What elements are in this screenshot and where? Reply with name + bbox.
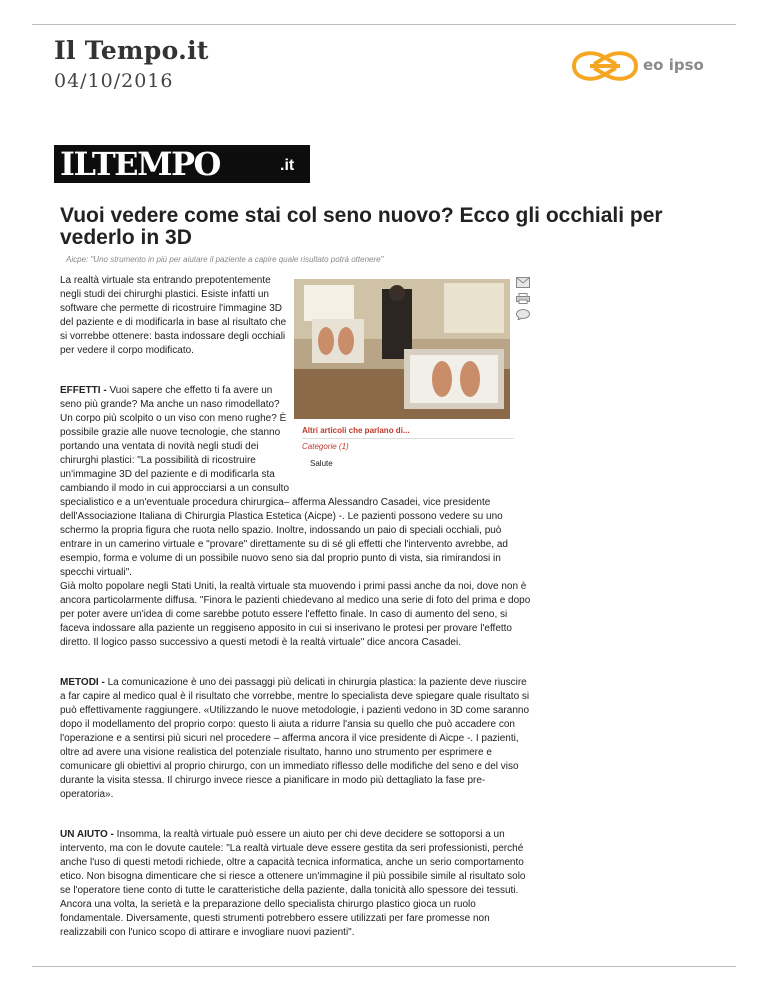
article-title: Vuoi vedere come stai col seno nuovo? Ecco gli occhiali per vederlo in 3D <box>60 204 663 249</box>
publication-date: 04/10/2016 <box>54 70 174 92</box>
article-intro: La realtà virtuale sta entrando prepotentemente negli studi dei chirurghi plastici. Esiste infatti un software che permette di ricostruire l'immagine 3D del paziente e di modificarla in base al risultato che si vorrebbe ottenere: basta indossare degli occhiali per vedere il corpo modificato. <box>60 275 287 356</box>
masthead-main-text: ILTEMPO <box>60 145 220 183</box>
related-title: Altri articoli che parlano di... <box>302 426 514 439</box>
bottom-rule <box>32 966 736 967</box>
section-aiuto-text: Insomma, la realtà virtuale può essere un aiuto per chi deve decidere se sottoporsi a un intervento, ma con le dovute cautele: "La realtà virtuale deve essere gestita da seri professionisti, perché anche l'uso di questi metodi richiede, oltre a capacità tecnica informatica, anche un serio comportamento etico. Non bisogna dimenticare che si riesce a ottenere un'immagine il più possibile simile al risultato solo se l'operatore tiene conto di tutte le caratteristiche della paziente, dalla tonicità allo spessore dei tessuti. Ancora una volta, la serietà e la preparazione dello specialista chirurgo plastico gioca un ruolo fondamentale. Diversamente, questi strumenti potrebbero essere utilizzati per fare promesse non realizzabili con l'unico scopo di attirare e invogliare nuovi pazienti". <box>60 829 526 938</box>
section-metodi-text: La comunicazione è uno dei passaggi più delicati in chirurgia plastica: la paziente deve riuscire a far capire al medico qual è il risultato che vorrebbe, mentre lo specialista deve spiegare quale risultato si può effettivamente raggiungere. «Utilizzando le nuove metodologie, i pazienti vedono in 3D come saranno dopo il modellamento del proprio corpo: questo li aiuta a ridurre l'ansia su quello che può accadere con l'operazione e a sentirsi più sicuri nel procedere – afferma ancora il vice presidente di Aicpe -. I pazienti, oltre ad avere una visione realistica del potenziale risultato, hanno uno strumento per esprimere e comunicare gli obiettivi al proprio chirurgo, con un immediato riflesso delle modifiche del seno e del viso durante la visita stessa. Il chirurgo invece riesce a pianificare in modo più dettagliato la fase pre-operatoria». <box>60 677 530 800</box>
related-category[interactable]: Categorie (1) <box>302 442 349 451</box>
article-body <box>60 274 534 940</box>
section-effetti-label: EFFETTI - <box>60 385 107 396</box>
section-aiuto-label: UN AIUTO - <box>60 829 114 840</box>
publication-name: Il Tempo.it <box>54 36 209 65</box>
agency-name: eo ipso <box>643 56 704 74</box>
section-metodi <box>60 676 534 802</box>
agency-logo-mark <box>568 44 642 88</box>
section-effetti-text: Vuoi sapere che effetto ti fa avere un seno più grande? Ma anche un naso rimodellato? Un corpo più scolpito o un viso con meno rughe? È possibile grazie alle nuove tecnologie, che stanno portando una ventata di novità negli studi dei chirurghi plastici: "La possibilità di ricostruire un'immagine 3D del paziente e di modificarla sta cambiando il modo in cui approcciarsi a un consulto specialistico e a un'eventuale procedura chirurgica– afferma Alessandro Casadei, vice presidente dell'Associazione Italiana di Chirurgia Plastica Estetica (Aicpe) -. Le pazienti possono vedere su uno schermo la propria figura che ruota nello spazio. Inoltre, indossando un paio di speciali occhiali, può entrare in un camerino virtuale e "provare" direttamente su di sé gli effetti che l'intervento avrebbe, ad esempio, forma e volume di un possibile nuovo seno sia dal proprio punto di vista, sia rimirandosi in specchi virtuali". <box>60 385 508 578</box>
photo-placeholder <box>302 274 534 484</box>
article-subtitle: Aicpe: "Uno strumento in più per aiutare il paziente a capire quale risultato potrà ottenere" <box>66 255 384 264</box>
related-item[interactable]: Salute <box>310 459 333 468</box>
section-metodi-label: METODI - <box>60 677 105 688</box>
section-effetti-continued: Già molto popolare negli Stati Uniti, la realtà virtuale sta muovendo i primi passi anche da noi, dove non è ancora particolarmente diffusa. "Finora le pazienti chiedevano al medico una serie di foto del prima e dopo per poter avere un'idea di come sarebbe potuto essere l'effetto finale. In caso di aumento del seno, si faceva indossare alla paziente un reggiseno apposito in cui si inserivano le protesi per provare l'effetto diretto. Il logico passo successivo a questi metodi è la realtà virtuale" dice ancora Casadei. <box>60 581 531 648</box>
top-rule <box>32 24 736 25</box>
agency-logo <box>568 44 708 88</box>
section-aiuto <box>60 828 534 940</box>
masthead-suffix: .it <box>280 157 295 174</box>
masthead-logo <box>54 145 310 183</box>
